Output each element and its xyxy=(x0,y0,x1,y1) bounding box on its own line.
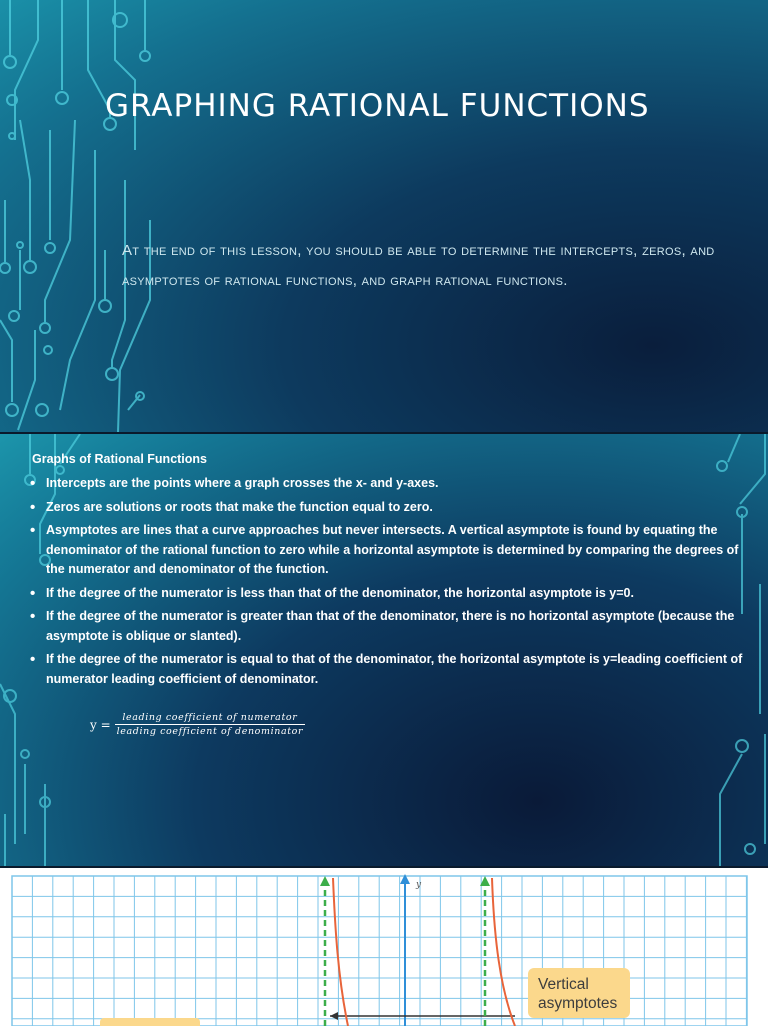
y-axis-label: y xyxy=(416,880,422,890)
horizontal-asymptote-formula xyxy=(90,712,305,737)
formula-lhs: y = xyxy=(90,717,111,732)
bullet-item: • If the degree of the numerator is greater than that of the denominator, there is no horizontal asymptote (because the asymptote is oblique or slanted). xyxy=(30,607,752,646)
vertical-asymptotes-callout: Vertical asymptotes xyxy=(528,968,630,1018)
slide-title: GRAPHING RATIONAL FUNCTIONS xyxy=(105,88,650,124)
circuit-decoration xyxy=(0,0,200,432)
lesson-objective: At the end of this lesson, you should be able to determine the intercepts, zeros, and asymptotes of rational functions, and graph rational functions. xyxy=(122,242,715,289)
section-heading: Graphs of Rational Functions xyxy=(32,452,208,466)
asymptote-graph xyxy=(0,868,768,1026)
bullet-item: • Intercepts are the points where a graph crosses the x- and y-axes. xyxy=(30,474,752,494)
title-slide xyxy=(0,0,768,432)
bullet-item: • If the degree of the numerator is less than that of the denominator, the horizontal asymptote is y=0. xyxy=(30,584,752,604)
formula-numerator: leading coefficient of numerator xyxy=(122,712,298,723)
callout-box xyxy=(100,1018,200,1026)
graph-slide xyxy=(0,866,768,1026)
bullet-item: • Asymptotes are lines that a curve approaches but never intersects. A vertical asymptote is found by equating the denominator of the rational function to zero while a horizontal asymptote is determined by comparing the degrees of the numerator and denominator of the function. xyxy=(30,521,752,580)
bullet-item: • If the degree of the numerator is equal to that of the denominator, the horizontal asymptote is y=leading coefficient of numerator leading coefficient of denominator. xyxy=(30,650,752,689)
formula-fraction xyxy=(115,712,305,737)
bullet-list xyxy=(30,474,752,693)
bullet-item: • Zeros are solutions or roots that make the function equal to zero. xyxy=(30,498,752,518)
formula-denominator: leading coefficient of denominator xyxy=(116,726,304,737)
content-slide xyxy=(0,432,768,866)
